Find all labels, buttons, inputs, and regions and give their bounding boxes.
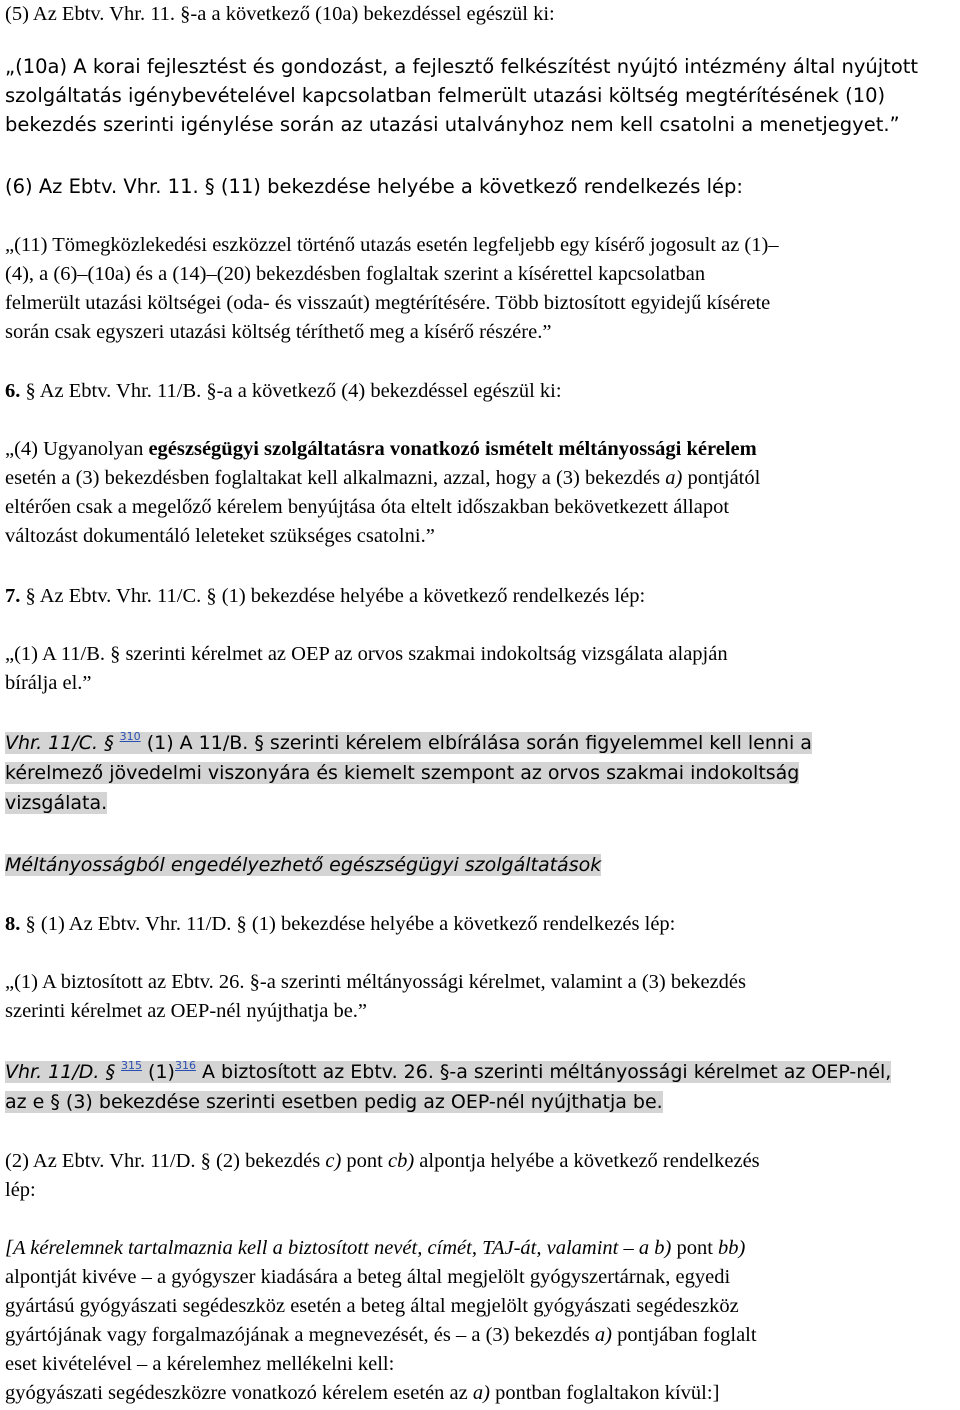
text-run: során csak egyszeri utazási költség téríthető meg a kísérő részére.” xyxy=(5,321,552,343)
text-run: „(1) A biztosított az Ebtv. 26. §-a szerinti méltányossági kérelmet, valamint a (3) bekezdés xyxy=(5,971,746,993)
text-line xyxy=(5,1147,955,1176)
quote-11d-1 xyxy=(5,968,955,1026)
text-run: „(10a) A korai fejlesztést és gondozást, a fejlesztő felkészítést nyújtó intézmény által nyújtott xyxy=(5,55,919,78)
text-run: gyártójának vagy forgalmazójának a megnevezését, és – a (3) bekezdés xyxy=(5,1324,595,1346)
text-line xyxy=(5,1350,955,1379)
text-line xyxy=(5,1057,955,1087)
section-6-heading xyxy=(5,377,955,406)
text-run: Méltányosságból engedélyezhető egészségügyi szolgáltatások xyxy=(5,854,602,876)
line-text xyxy=(5,380,562,402)
highlighted-text xyxy=(5,792,107,814)
line-text xyxy=(5,1237,745,1259)
text-run: cb) xyxy=(387,1150,415,1172)
line-text xyxy=(5,971,746,993)
text-run: § Az Ebtv. Vhr. 11/B. §-a a következő (4) bekezdéssel egészül ki: xyxy=(20,380,562,402)
text-line xyxy=(5,435,955,464)
text-line xyxy=(5,788,955,818)
vhr-11d-consolidated xyxy=(5,1057,955,1117)
text-run: eltérően csak a megelőző kérelem benyújtása óta eltelt időszakban bekövetkezett állapot xyxy=(5,496,730,518)
quote-11c-1 xyxy=(5,640,955,698)
text-line xyxy=(5,758,955,788)
line-text xyxy=(5,1324,757,1346)
text-line xyxy=(5,669,955,698)
line-text xyxy=(5,643,728,665)
text-line xyxy=(5,582,955,611)
line-text xyxy=(5,496,729,518)
text-run: § Az Ebtv. Vhr. 11/C. § (1) bekezdése helyébe a következő rendelkezés lép: xyxy=(20,585,646,607)
text-run: bírálja el.” xyxy=(5,672,92,694)
text-run: szerinti kérelmet az OEP-nél nyújthatja be.” xyxy=(5,1000,368,1022)
highlighted-text xyxy=(5,1061,891,1083)
section-7-heading xyxy=(5,582,955,611)
text-run: az e § (3) bekezdése szerinti esetben pedig az OEP-nél nyújthatja be. xyxy=(5,1091,663,1113)
text-run: (1) xyxy=(142,1061,175,1083)
text-line xyxy=(5,640,955,669)
text-run: lép: xyxy=(5,1179,36,1201)
footnote-ref-link[interactable]: 310 xyxy=(119,730,141,743)
text-line xyxy=(5,493,955,522)
text-run: (6) Az Ebtv. Vhr. 11. § (11) bekezdése helyébe a következő rendelkezés lép: xyxy=(5,175,743,198)
text-run: pont xyxy=(341,1150,388,1172)
text-run: felmerült utazási költségei (oda- és visszaút) megtérítésére. Több biztosított egyidejű kísérete xyxy=(5,292,771,314)
highlighted-text xyxy=(5,1091,663,1113)
text-run: 6. xyxy=(5,380,21,402)
text-line xyxy=(5,464,955,493)
text-line xyxy=(5,850,955,880)
line-text xyxy=(5,55,918,78)
text-line xyxy=(5,1292,955,1321)
text-line xyxy=(5,1176,955,1205)
text-run: gyógyászati segédeszközre vonatkozó kérelem esetén az xyxy=(5,1382,473,1404)
vhr-11c-consolidated xyxy=(5,728,955,818)
quote-10a xyxy=(5,52,955,139)
line-text xyxy=(5,113,900,136)
text-run: eset kivételével – a kérelemhez mellékelni kell: xyxy=(5,1353,395,1375)
text-run: pontjában foglalt xyxy=(611,1324,757,1346)
line-text xyxy=(5,1266,730,1288)
text-line xyxy=(5,1379,955,1408)
section-8-heading xyxy=(5,910,955,939)
text-run: 7. xyxy=(5,585,21,607)
line-text xyxy=(5,292,770,314)
text-run: pontban foglaltakon kívül:] xyxy=(489,1382,720,1404)
line-text xyxy=(5,672,92,694)
text-run: a) xyxy=(472,1382,490,1404)
line-text xyxy=(5,525,435,547)
text-run: vizsgálata. xyxy=(5,792,108,814)
text-run: [A kérelemnek tartalmaznia kell a biztosított nevét, címét, TAJ-át, valamint – a b) xyxy=(5,1237,672,1259)
text-run: (2) Az Ebtv. Vhr. 11/D. § (2) bekezdés xyxy=(5,1150,326,1172)
text-run: Vhr. 11/C. § xyxy=(5,732,120,754)
text-line xyxy=(5,1087,955,1117)
line-text xyxy=(5,1382,719,1404)
subheading-equity-services xyxy=(5,850,955,880)
line-text xyxy=(5,1295,739,1317)
line-text xyxy=(5,1150,760,1172)
text-line xyxy=(5,260,955,289)
text-run: (1) A 11/B. § szerinti kérelem elbírálása során figyelemmel kell lenni a xyxy=(140,732,812,754)
text-run: alpontja helyébe a következő rendelkezés xyxy=(414,1150,760,1172)
text-line xyxy=(5,172,955,201)
text-run: (4), a (6)–(10a) és a (14)–(20) bekezdésben foglaltak szerint a kísérettel kapcsolatban xyxy=(5,263,706,285)
footnote-ref-link[interactable]: 315 xyxy=(121,1059,143,1072)
para-6-amendment xyxy=(5,172,955,201)
text-run: A biztosított az Ebtv. 26. §-a szerinti méltányossági kérelmet az OEP-nél, xyxy=(195,1061,892,1083)
line-text xyxy=(5,1000,367,1022)
text-run: (5) Az Ebtv. Vhr. 11. §-a a következő (10a) bekezdéssel egészül ki: xyxy=(5,3,555,25)
text-run: alpontját kivéve – a gyógyszer kiadására a beteg által megjelölt gyógyszertárnak, egyedi xyxy=(5,1266,731,1288)
text-run: Vhr. 11/D. § xyxy=(5,1061,122,1083)
text-run: „(4) Ugyanolyan xyxy=(5,438,149,460)
quote-4 xyxy=(5,435,955,551)
text-line xyxy=(5,522,955,551)
text-run: egészségügyi szolgáltatásra vonatkozó ismételt méltányossági kérelem xyxy=(148,438,757,460)
text-run: c) xyxy=(325,1150,342,1172)
text-run: bb) xyxy=(718,1237,746,1259)
text-run: változást dokumentáló leleteket szükséges csatolni.” xyxy=(5,525,435,547)
text-line xyxy=(5,997,955,1026)
text-run: pont xyxy=(671,1237,719,1259)
line-text xyxy=(5,84,885,107)
text-run: gyártású gyógyászati segédeszköz esetén a beteg által megjelölt gyógyászati segédeszköz xyxy=(5,1295,739,1317)
para-2-amendment xyxy=(5,1147,955,1205)
highlighted-text xyxy=(5,854,601,876)
line-text xyxy=(5,3,555,25)
line-text xyxy=(5,913,675,935)
bracketed-context xyxy=(5,1234,955,1408)
text-line xyxy=(5,377,955,406)
line-text xyxy=(5,234,779,256)
text-line xyxy=(5,1263,955,1292)
text-line xyxy=(5,52,955,81)
text-line xyxy=(5,231,955,260)
line-text xyxy=(5,1179,36,1201)
text-run: „(1) A 11/B. § szerinti kérelmet az OEP az orvos szakmai indokoltság vizsgálata alapján xyxy=(5,643,728,665)
text-line xyxy=(5,910,955,939)
text-line xyxy=(5,968,955,997)
text-run: „(11) Tömegközlekedési eszközzel történő utazás esetén legfeljebb egy kísérő jogosult az (1)– xyxy=(5,234,779,256)
text-line xyxy=(5,110,955,139)
highlighted-text xyxy=(5,762,799,784)
text-run: bekezdés szerinti igénylése során az utazási utalványhoz nem kell csatolni a menetjegyet.” xyxy=(5,113,900,136)
text-run: a) xyxy=(594,1324,612,1346)
para-5-amendment xyxy=(5,0,955,29)
line-text xyxy=(5,263,705,285)
text-run: § (1) Az Ebtv. Vhr. 11/D. § (1) bekezdése helyébe a következő rendelkezés lép: xyxy=(20,913,676,935)
line-text xyxy=(5,585,645,607)
line-text xyxy=(5,321,551,343)
quote-11 xyxy=(5,231,955,347)
text-run: a) xyxy=(665,467,683,489)
text-line xyxy=(5,318,955,347)
line-text xyxy=(5,438,757,460)
text-run: pontjától xyxy=(682,467,761,489)
text-line xyxy=(5,289,955,318)
text-line xyxy=(5,1234,955,1263)
line-text xyxy=(5,467,760,489)
text-run: 8. xyxy=(5,913,21,935)
line-text xyxy=(5,1353,394,1375)
text-line xyxy=(5,81,955,110)
text-line xyxy=(5,728,955,758)
line-text xyxy=(5,175,743,198)
text-line xyxy=(5,0,955,29)
text-run: szolgáltatás igénybevételével kapcsolatban felmerült utazási költség megtérítésének (10) xyxy=(5,84,886,107)
highlighted-text xyxy=(5,732,812,754)
text-line xyxy=(5,1321,955,1350)
footnote-ref-link[interactable]: 316 xyxy=(174,1059,196,1072)
text-run: kérelmező jövedelmi viszonyára és kiemelt szempont az orvos szakmai indokoltság xyxy=(5,762,800,784)
text-run: esetén a (3) bekezdésben foglaltakat kell alkalmazni, azzal, hogy a (3) bekezdés xyxy=(5,467,666,489)
